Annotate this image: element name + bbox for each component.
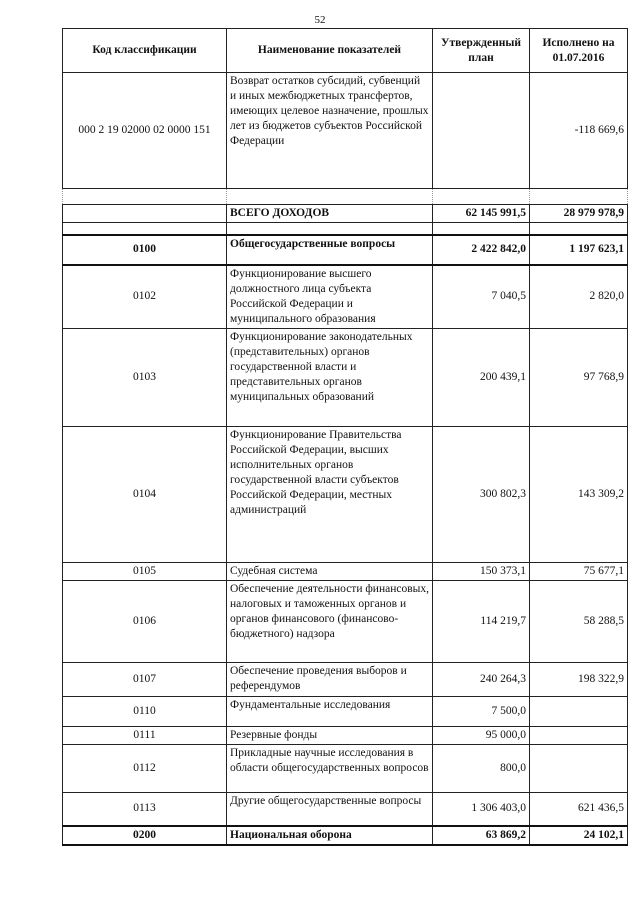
- row-code: 0110: [63, 696, 227, 726]
- total-row: [63, 205, 628, 223]
- blank-cell: [227, 189, 433, 205]
- row-name: ВСЕГО ДОХОДОВ: [227, 205, 433, 223]
- row-code: 0106: [63, 580, 227, 662]
- section-row: [63, 826, 628, 845]
- table-row: [63, 562, 628, 580]
- row-code: 0112: [63, 744, 227, 792]
- row-plan: 114 219,7: [433, 580, 530, 662]
- row-done: 198 322,9: [530, 662, 628, 696]
- table-row: [63, 580, 628, 662]
- row-plan: 7 040,5: [433, 265, 530, 329]
- row-done: 24 102,1: [530, 826, 628, 845]
- row-done: 58 288,5: [530, 580, 628, 662]
- row-plan: 800,0: [433, 744, 530, 792]
- table-row: [63, 726, 628, 744]
- row-plan: 1 306 403,0: [433, 792, 530, 826]
- row-plan: 63 869,2: [433, 826, 530, 845]
- row-name: Возврат остатков субсидий, субвенций и иных межбюджетных трансфертов, имеющих целевое назначение, прошлых лет из бюджетов субъектов Российской Федерации: [227, 73, 433, 189]
- row-done: [530, 744, 628, 792]
- row-name: Функционирование Правительства Российской Федерации, высших исполнительных органов государственной власти субъектов Российской Федерации, местных администраций: [227, 426, 433, 562]
- blank-cell: [433, 189, 530, 205]
- row-name: Национальная оборона: [227, 826, 433, 845]
- header-name: Наименование показателей: [227, 29, 433, 73]
- row-code: 000 2 19 02000 02 0000 151: [63, 73, 227, 189]
- row-plan: 2 422 842,0: [433, 235, 530, 265]
- row-done: 75 677,1: [530, 562, 628, 580]
- blank-cell: [227, 223, 433, 235]
- header-done: Исполнено на 01.07.2016: [530, 29, 628, 73]
- table-row: [63, 696, 628, 726]
- row-done: -118 669,6: [530, 73, 628, 189]
- table-row: [63, 792, 628, 826]
- row-plan: 240 264,3: [433, 662, 530, 696]
- row-name: Прикладные научные исследования в области общегосударственных вопросов: [227, 744, 433, 792]
- page-number: 52: [314, 14, 326, 26]
- row-code: 0100: [63, 235, 227, 265]
- spacer-row: [63, 223, 628, 235]
- row-name: Другие общегосударственные вопросы: [227, 792, 433, 826]
- row-done: [530, 726, 628, 744]
- row-code: 0113: [63, 792, 227, 826]
- blank-cell: [530, 223, 628, 235]
- row-name: Обеспечение деятельности финансовых, налоговых и таможенных органов и органов финансового (финансово-бюджетного) надзора: [227, 580, 433, 662]
- row-name: Общегосударственные вопросы: [227, 235, 433, 265]
- header-code: Код классификации: [63, 29, 227, 73]
- table-row: [63, 265, 628, 329]
- row-name: Обеспечение проведения выборов и референдумов: [227, 662, 433, 696]
- row-name: Фундаментальные исследования: [227, 696, 433, 726]
- row-code: 0103: [63, 328, 227, 426]
- blank-cell: [433, 223, 530, 235]
- blank-cell: [63, 189, 227, 205]
- row-done: 28 979 978,9: [530, 205, 628, 223]
- row-plan: 7 500,0: [433, 696, 530, 726]
- table-row: [63, 744, 628, 792]
- table-row: [63, 328, 628, 426]
- table-row: [63, 662, 628, 696]
- row-code: 0105: [63, 562, 227, 580]
- budget-table: [62, 28, 628, 846]
- row-done: 1 197 623,1: [530, 235, 628, 265]
- spacer-row: [63, 189, 628, 205]
- row-code: 0104: [63, 426, 227, 562]
- blank-cell: [530, 189, 628, 205]
- section-row: [63, 235, 628, 265]
- row-done: 2 820,0: [530, 265, 628, 329]
- row-name: Резервные фонды: [227, 726, 433, 744]
- row-name: Судебная система: [227, 562, 433, 580]
- row-done: 97 768,9: [530, 328, 628, 426]
- table-header-row: [63, 29, 628, 73]
- row-plan: [433, 73, 530, 189]
- row-done: 621 436,5: [530, 792, 628, 826]
- row-done: [530, 696, 628, 726]
- row-code: 0111: [63, 726, 227, 744]
- row-plan: 200 439,1: [433, 328, 530, 426]
- row-done: 143 309,2: [530, 426, 628, 562]
- row-plan: 300 802,3: [433, 426, 530, 562]
- row-plan: 95 000,0: [433, 726, 530, 744]
- table-row: [63, 426, 628, 562]
- row-code: 0102: [63, 265, 227, 329]
- header-plan: Утвержденный план: [433, 29, 530, 73]
- row-name: Функционирование высшего должностного лица субъекта Российской Федерации и муниципального образования: [227, 265, 433, 329]
- row-plan: 62 145 991,5: [433, 205, 530, 223]
- row-name: Функционирование законодательных (представительных) органов государственной власти и представительных органов муниципальных образований: [227, 328, 433, 426]
- table-row: [63, 73, 628, 189]
- row-code: [63, 205, 227, 223]
- row-code: 0107: [63, 662, 227, 696]
- row-code: 0200: [63, 826, 227, 845]
- blank-cell: [63, 223, 227, 235]
- row-plan: 150 373,1: [433, 562, 530, 580]
